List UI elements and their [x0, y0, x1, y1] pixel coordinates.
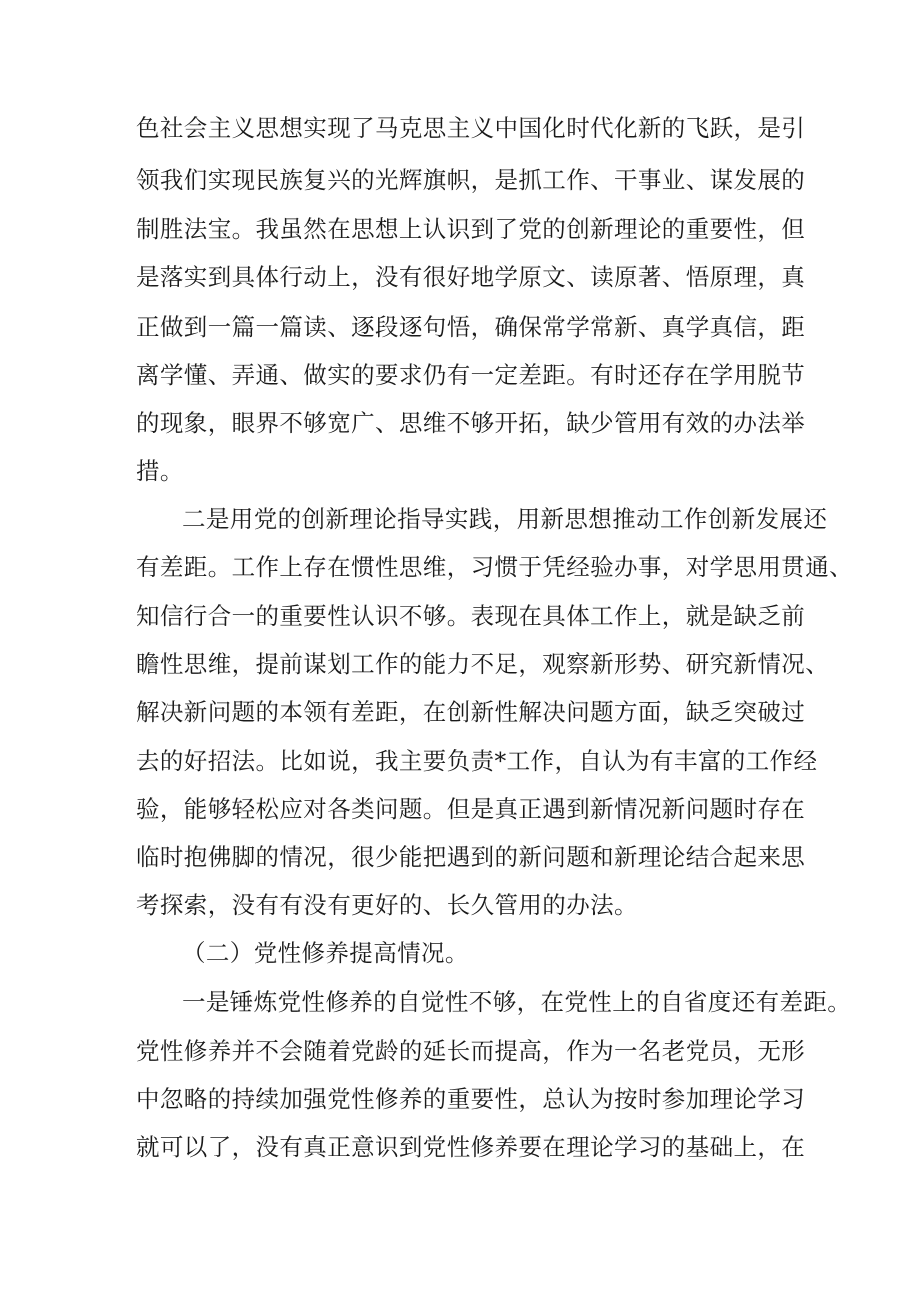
- paragraph-2-line-4: 瞻性思维，提前谋划工作的能力不足，观察新形势、研究新情况、: [136, 650, 830, 678]
- paragraph-2-line-3: 知信行合一的重要性认识不够。表现在具体工作上，就是缺乏前: [136, 602, 806, 630]
- paragraph-1-line-7: 的现象，眼界不够宽广、思维不够开拓，缺少管用有效的办法举: [136, 409, 806, 437]
- paragraph-1-line-2: 领我们实现民族复兴的光辉旗帜，是抓工作、干事业、谋发展的: [136, 166, 806, 194]
- paragraph-1-line-8: 措。: [136, 457, 184, 485]
- paragraph-2-line-2: 有差距。工作上存在惯性思维，习惯于凭经验办事，对学思用贯通、: [136, 553, 853, 581]
- section-heading: （二）党性修养提高情况。: [182, 939, 469, 967]
- paragraph-3-line-2: 党性修养并不会随着党龄的延长而提高，作为一名老党员，无形: [136, 1037, 806, 1065]
- paragraph-2-line-1: 二是用党的创新理论指导实践，用新思想推动工作创新发展还: [182, 505, 828, 533]
- paragraph-3-line-3: 中忽略的持续加强党性修养的重要性，总认为按时参加理论学习: [136, 1085, 806, 1113]
- paragraph-2-line-8: 临时抱佛脚的情况，很少能把遇到的新问题和新理论结合起来思: [136, 843, 806, 871]
- paragraph-1-line-6: 离学懂、弄通、做实的要求仍有一定差距。有时还存在学用脱节: [136, 361, 806, 389]
- paragraph-1-line-3: 制胜法宝。我虽然在思想上认识到了党的创新理论的重要性，但: [136, 215, 806, 243]
- paragraph-3-line-4: 就可以了，没有真正意识到党性修养要在理论学习的基础上，在: [136, 1133, 806, 1161]
- paragraph-2-line-7: 验，能够轻松应对各类问题。但是真正遇到新情况新问题时存在: [136, 795, 806, 823]
- paragraph-1-line-1: 色社会主义思想实现了马克思主义中国化时代化新的飞跃，是引: [136, 114, 806, 142]
- paragraph-3-line-1: 一是锤炼党性修养的自觉性不够，在党性上的自省度还有差距。: [182, 988, 852, 1016]
- paragraph-1-line-5: 正做到一篇一篇读、逐段逐句悟，确保常学常新、真学真信，距: [136, 313, 806, 341]
- paragraph-2-line-9: 考探索，没有有没有更好的、长久管用的办法。: [136, 891, 638, 919]
- paragraph-1-line-4: 是落实到具体行动上，没有很好地学原文、读原著、悟原理，真: [136, 263, 806, 291]
- paragraph-2-line-6: 去的好招法。比如说，我主要负责*工作，自认为有丰富的工作经: [136, 747, 818, 775]
- paragraph-2-line-5: 解决新问题的本领有差距，在创新性解决问题方面，缺乏突破过: [136, 698, 806, 726]
